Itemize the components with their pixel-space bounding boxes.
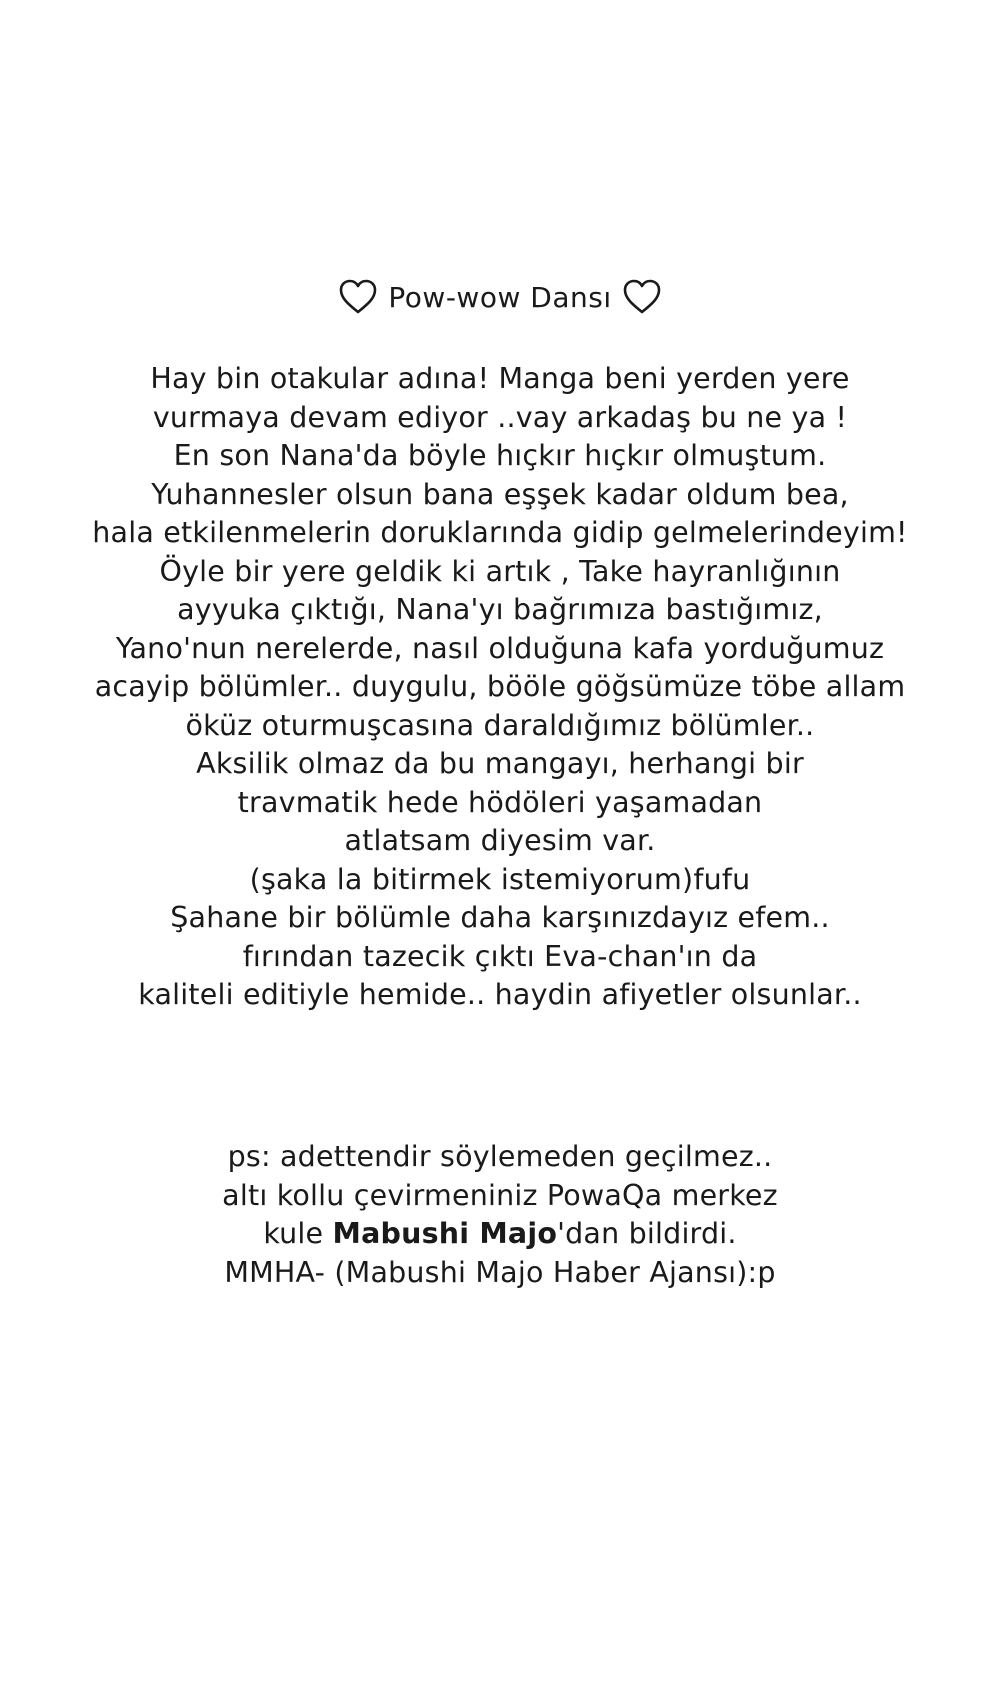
ps-line-prefix: kule [263,1217,333,1250]
ps-line: altı kollu çevirmeniniz PowaQa merkez [222,1178,778,1212]
body-line: En son Nana'da böyle hıçkır hıçkır olmuştum. [173,439,827,472]
title-row [0,278,1000,316]
body-line: vurmaya devam ediyor ..vay arkadaş bu ne ya ! [152,400,848,434]
heart-outline-icon [338,278,378,316]
ps-line-suffix: 'dan bildirdi. [557,1217,737,1250]
heart-outline-icon [622,278,662,316]
page-title: Pow-wow Dansı [388,280,612,314]
body-line: Yuhannesler olsun bana eşşek kadar oldum bea, [151,477,849,511]
body-line: hala etkilenmelerin doruklarında gidip gelmelerindeyim! [92,516,908,549]
body-line: Şahane bir bölümle daha karşınızdayız efem.. [170,901,830,934]
body-line: ayyuka çıktığı, Nana'yı bağrımıza bastığımız, [177,593,823,626]
body-line: Hay bin otakular adına! Manga beni yerden yere [150,362,850,395]
body-line: (şaka la bitirmek istemiyorum)fufu [249,862,751,896]
ps-line [0,1215,1000,1254]
body-line: öküz oturmuşcasına daraldığımız bölümler.. [185,708,815,742]
body-line: Öyle bir yere geldik ki artık , Take hayranlığının [159,554,841,588]
ps-line: MMHA- (Mabushi Majo Haber Ajansı):p [224,1255,776,1289]
body-line: acayip bölümler.. duygulu, bööle göğsümüze töbe allam [94,670,906,703]
body-line: fırından tazecik çıktı Eva-chan'ın da [242,939,758,973]
ps-note [0,1138,1000,1292]
body-line: Yano'nun nerelerde, nasıl olduğuna kafa yorduğumuz [115,631,885,665]
ps-line: ps: adettendir söylemeden geçilmez.. [227,1140,773,1173]
body-line: Aksilik olmaz da bu mangayı, herhangi bir [196,747,804,780]
body-line: kaliteli editiyle hemide.. haydin afiyetler olsunlar.. [138,978,862,1011]
translator-name: Mabushi Majo [332,1217,558,1250]
body-line: atlatsam diyesim var. [344,824,656,857]
body-line: travmatik hede hödöleri yaşamadan [237,785,763,819]
body-paragraph [0,360,1000,1015]
